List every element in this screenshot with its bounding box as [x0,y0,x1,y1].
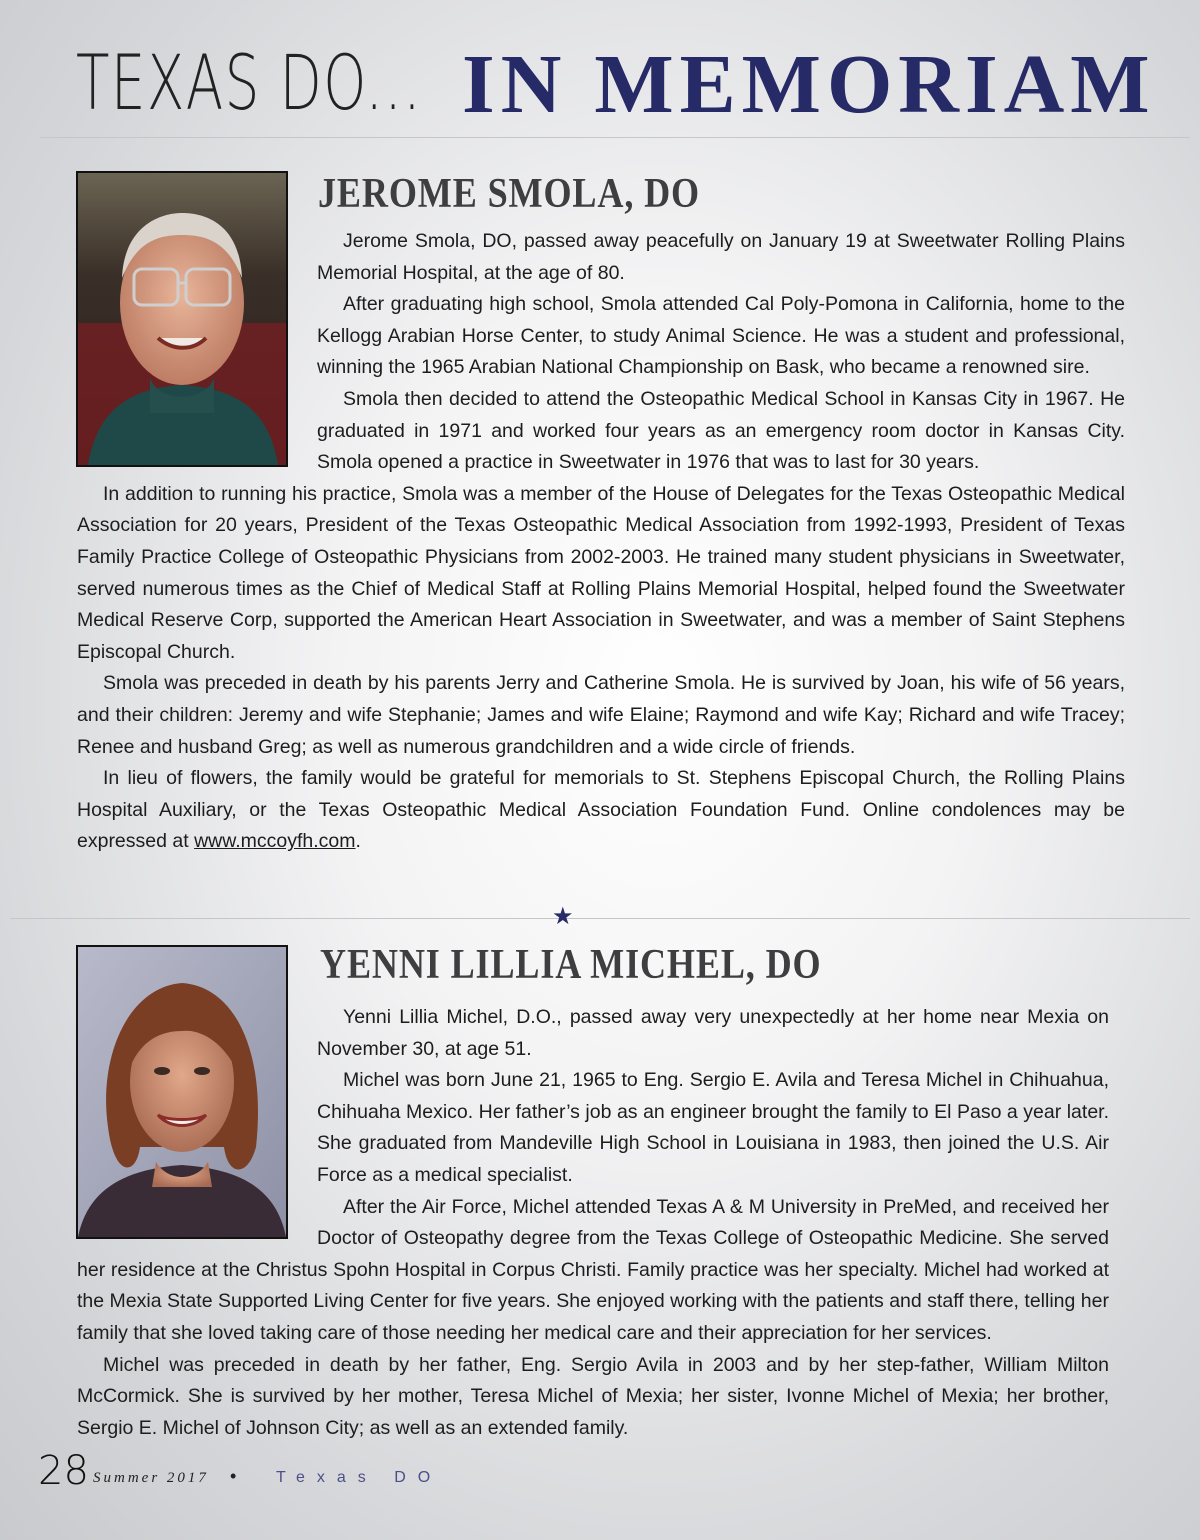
page-number: 28 [38,1448,89,1494]
paragraph: Yenni Lillia Michel, D.O., passed away very unexpectedly at her home near Mexia on November 30, at age 51. [317,1006,1109,1060]
paragraph-end: . [355,830,361,853]
paragraph: Michel was preceded in death by her father, Eng. Sergio Avila in 2003 and by her step-father, William Milton McCormick. She is survived by her mother, Teresa Michel of Mexia; her sister, Ivonne Michel of Mexia; her brother, Sergio E. Michel of Johnson City; as well as an extended family. [77,1353,1109,1439]
paragraph: After the Air Force, Michel attended Texas A & M University in PreMed, and received her Doctor of Osteopathy degree from the Texas College of Osteopathic Medicine. She served her residence at the Christus Spohn Hospital in Corpus Christi. Family practice was her specialty. Michel had worked at the Mexia State Supported Living Center for five years. She enjoyed working with the patients and staff there, telling her family that she loved taking care of those needing her medical care and their appreciation for her services. [77,1195,1109,1344]
paragraph-text: In lieu of flowers, the family would be grateful for memorials to St. Stephens Episcopal Church, the Rolling Plains Hospital Auxiliary, or the Texas Osteopathic Medical Association Foundation Fund. Online condolences may be expressed at [77,767,1125,853]
obituary-body-jerome-smola [77,226,1125,858]
paragraph: After graduating high school, Smola attended Cal Poly-Pomona in California, home to the Kellogg Arabian Horse Center, to study Animal Science. He was a student and professional, winning the 1965 Arabian National Championship on Bask, who became a renowned sire. [317,293,1125,379]
paragraph: Michel was born June 21, 1965 to Eng. Sergio E. Avila and Teresa Michel in Chihuahua, Chihuaha Mexico. Her father’s job as an engineer brought the family to El Paso a year later. She graduated from Mandeville High School in Louisiana in 1983, then joined the U.S. Air Force as a medical specialist. [317,1069,1109,1186]
paragraph: Smola was preceded in death by his parents Jerry and Catherine Smola. He is survived by Joan, his wife of 56 years, and their children: Jeremy and wife Stephanie; James and wife Elaine; Raymond and wife Kay; Richard and wife Tracey; Renee and husband Greg; as well as numerous grandchildren and a wide circle of friends. [77,672,1125,758]
masthead [76,30,1186,130]
masthead-title: IN MEMORIAM [462,38,1156,131]
masthead-prefix: TEXAS DO... [76,38,423,127]
obituary-name: YENNI LILLIA MICHEL, DO [320,942,822,988]
star-icon: ★ [552,903,574,930]
paragraph: Smola then decided to attend the Osteopathic Medical School in Kansas City in 1967. He graduated in 1971 and worked four years as an emergency room doctor in Kansas City. Smola opened a practice in Sweetwater in 1976 that was to last for 30 years. [317,387,1125,474]
issue-label: Summer 2017 [93,1470,209,1486]
paragraph: In addition to running his practice, Smola was a member of the House of Delegates for the Texas Osteopathic Medical Association for 20 years, President of the Texas Osteopathic Medical Association from 1992-1993, President of Texas Family Practice College of Osteopathic Physicians from 2002-2003. He trained many student physicians in Sweetwater, served numerous times as the Chief of Medical Staff at Rolling Plains Memorial Hospital, helped found the Sweetwater Medical Reserve Corp, supported the American Heart Association in Sweetwater, and was a member of Saint Stephens Episcopal Church. [77,482,1125,663]
paragraph [77,763,1125,858]
obituary-body-yenni-michel [77,1002,1109,1444]
paragraph: Jerome Smola, DO, passed away peacefully on January 19 at Sweetwater Rolling Plains Memorial Hospital, at the age of 80. [317,230,1125,284]
photo-wrap-spacer [77,1002,317,1236]
footer-bullet: • [230,1466,237,1486]
magazine-name: Texas DO [276,1469,443,1486]
section-divider [10,918,1190,919]
condolences-link[interactable]: www.mccoyfh.com [194,830,356,853]
photo-wrap-spacer [77,226,317,462]
obituary-name: JEROME SMOLA, DO [318,171,701,217]
top-rule [40,137,1190,138]
